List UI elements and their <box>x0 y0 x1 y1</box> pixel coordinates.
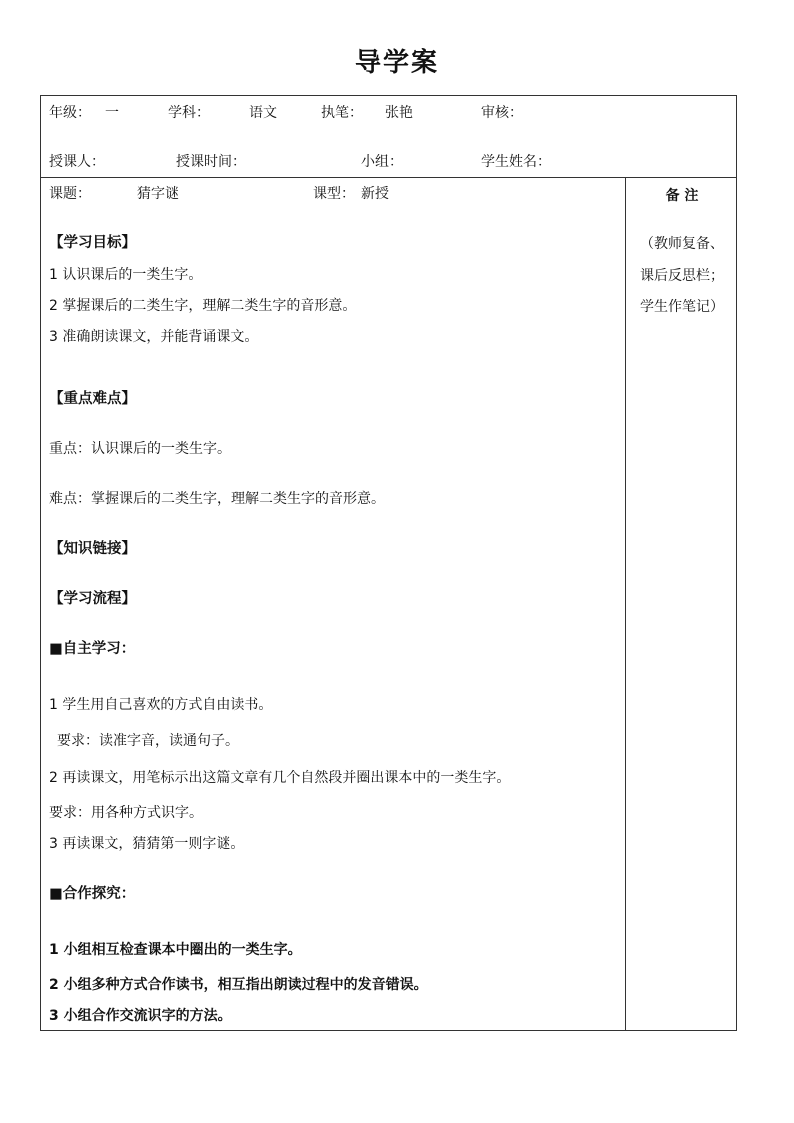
header-divider <box>41 177 736 178</box>
knowledge-heading: 【知识链接】 <box>49 541 136 557</box>
time-label: 授课时间： <box>176 154 246 170</box>
self-study-item: 1 学生用自己喜欢的方式自由读书。 <box>49 697 273 713</box>
cooperation-item: 3 小组合作交流识字的方法。 <box>49 1008 232 1024</box>
writer-label: 执笔： <box>321 105 363 121</box>
subject-label: 学科： <box>168 105 210 121</box>
objective-item: 3 准确朗读课文，并能背诵课文。 <box>49 329 259 345</box>
cooperation-item: 2 小组多种方式合作读书，相互指出朗读过程中的发音错误。 <box>49 977 428 993</box>
reviewer-label: 审核： <box>481 105 523 121</box>
cooperation-heading: ■合作探究： <box>49 886 136 902</box>
writer-value: 张艳 <box>385 105 413 121</box>
topic-label: 课题： <box>49 186 91 202</box>
student-name-label: 学生姓名： <box>481 154 551 170</box>
objective-item: 2 掌握课后的二类生字，理解二类生字的音形意。 <box>49 298 357 314</box>
topic-value: 猜字谜 <box>137 186 179 202</box>
notes-column-divider <box>625 177 626 1030</box>
page-title: 导学案 <box>354 48 439 78</box>
key-point: 重点：认识课后的一类生字。 <box>49 441 231 457</box>
self-study-requirement: 要求：用各种方式识字。 <box>49 805 203 821</box>
grade-label: 年级： <box>49 105 91 121</box>
self-study-item: 2 再读课文，用笔标示出这篇文章有几个自然段并圈出课本中的一类生字。 <box>49 770 511 786</box>
lesson-type-label: 课型： <box>313 186 355 202</box>
objective-item: 1 认识课后的一类生字。 <box>49 267 203 283</box>
self-study-item: 3 再读课文，猜猜第一则字谜。 <box>49 836 245 852</box>
notes-heading: 备 注 <box>665 188 699 204</box>
cooperation-item: 1 小组相互检查课本中圈出的一类生字。 <box>49 942 302 958</box>
process-heading: 【学习流程】 <box>49 591 136 607</box>
teacher-label: 授课人： <box>49 154 105 170</box>
lesson-type-value: 新授 <box>361 186 389 202</box>
grade-value: 一 <box>105 105 119 121</box>
study-plan-table <box>40 95 737 1031</box>
self-study-heading: ■自主学习： <box>49 641 136 657</box>
difficulty-point: 难点：掌握课后的二类生字，理解二类生字的音形意。 <box>49 491 385 507</box>
objectives-heading: 【学习目标】 <box>49 235 136 251</box>
notes-line-3: 学生作笔记） <box>640 299 724 315</box>
notes-line-1: （教师复备、 <box>640 236 724 252</box>
notes-line-2: 课后反思栏； <box>640 268 724 284</box>
key-points-heading: 【重点难点】 <box>49 391 136 407</box>
self-study-requirement: 要求：读准字音，读通句子。 <box>57 733 239 749</box>
group-label: 小组： <box>361 154 403 170</box>
subject-value: 语文 <box>249 105 277 121</box>
